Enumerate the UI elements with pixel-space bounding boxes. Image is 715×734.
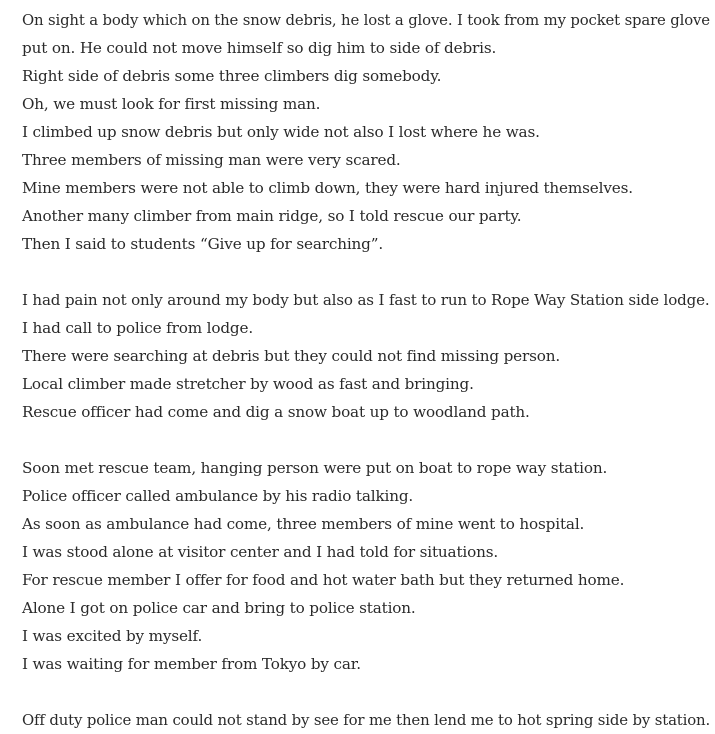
text-line: Soon met rescue team, hanging person were put on boat to rope way station.	[22, 459, 608, 477]
text-line: Then I said to students “Give up for searching”.	[22, 235, 384, 253]
text-line: Mine members were not able to climb down, they were hard injured themselves.	[22, 179, 633, 197]
text-line: I was stood alone at visitor center and I had told for situations.	[22, 543, 499, 561]
text-line: I was waiting for member from Tokyo by car.	[22, 655, 361, 673]
document-body	[22, 6, 710, 734]
text-line: I climbed up snow debris but only wide not also I lost where he was.	[22, 123, 540, 141]
text-line: put on. He could not move himself so dig him to side of debris.	[22, 39, 497, 57]
text-line: I was excited by myself.	[22, 627, 203, 645]
paragraph-2	[22, 286, 710, 426]
text-line: As soon as ambulance had come, three members of mine went to hospital.	[22, 515, 585, 533]
text-line: Oh, we must look for first missing man.	[22, 95, 321, 113]
paragraph-1	[22, 6, 710, 258]
text-line: Another many climber from main ridge, so I told rescue our party.	[22, 207, 522, 225]
text-line: Police officer called ambulance by his radio talking.	[22, 487, 414, 505]
text-line: Local climber made stretcher by wood as fast and bringing.	[22, 375, 474, 393]
text-line: Alone I got on police car and bring to police station.	[22, 599, 416, 617]
text-line: Off duty police man could not stand by see for me then lend me to hot spring side by station.	[22, 711, 711, 729]
text-line: For rescue member I offer for food and hot water bath but they returned home.	[22, 571, 625, 589]
paragraph-4	[22, 706, 710, 734]
text-line: There were searching at debris but they could not find missing person.	[22, 347, 561, 365]
text-line: I had pain not only around my body but also as I fast to run to Rope Way Station side lodge.	[22, 291, 710, 309]
paragraph-gap	[22, 258, 710, 286]
text-line: Rescue officer had come and dig a snow boat up to woodland path.	[22, 403, 530, 421]
text-line: Right side of debris some three climbers dig somebody.	[22, 67, 442, 85]
paragraph-3	[22, 454, 710, 678]
paragraph-gap	[22, 678, 710, 706]
text-line: I had call to police from lodge.	[22, 319, 254, 337]
text-line: Three members of missing man were very scared.	[22, 151, 401, 169]
paragraph-gap	[22, 426, 710, 454]
text-line: On sight a body which on the snow debris, he lost a glove. I took from my pocket spare glove	[22, 11, 710, 29]
